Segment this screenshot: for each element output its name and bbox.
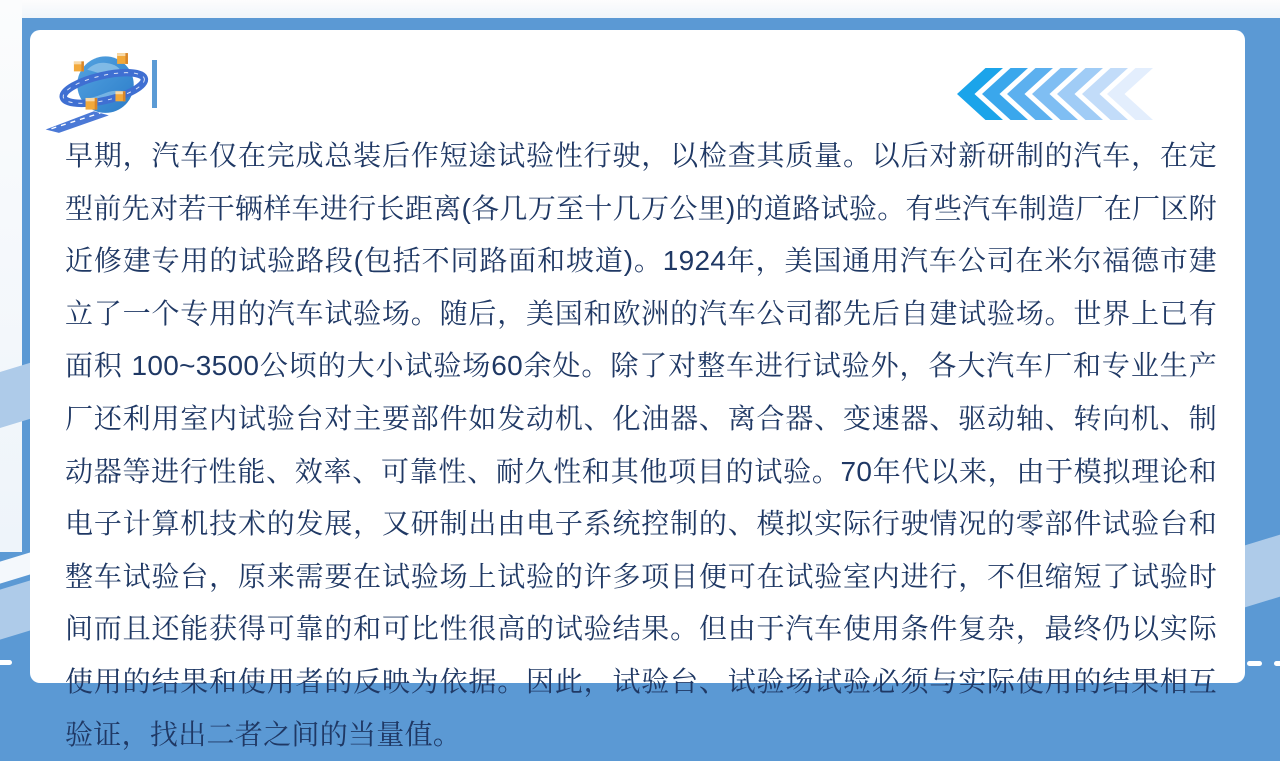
decor-band-left-mid	[0, 362, 34, 431]
content-card	[30, 30, 1245, 750]
road-dash-icon	[0, 660, 12, 665]
left-white-column	[0, 0, 22, 552]
body-paragraph: 早期，汽车仅在完成总装后作短途试验性行驶，以检查其质量。以后对新研制的汽车，在定型前先对若干辆样车进行长距离(各几万至十几万公里)的道路试验。有些汽车制造厂在厂区附近修建专用的试验路段(包括不同路面和坡道)。1924年，美国通用汽车公司在米尔福德市建立了一个专用的汽车试验场。随后，美国和欧洲的汽车公司都先后自建试验场。世界上已有面积 100~3500公顷的大小试验场60余处。除了对整车进行试验外，各大汽车厂和专业生产厂还利用室内试验台对主要部件如发动机、化油器、离合器、变速器、驱动轴、转向机、制动器等进行性能、效率、可靠性、耐久性和其他项目的试验。70年代以来，由于模拟理论和电子计算机技术的发展，又研制出由电子系统控制的、模拟实际行驶情况的零部件试验台和整车试验台，原来需要在试验场上试验的许多项目便可在试验室内进行，不但缩短了试验时间而且还能获得可靠的和可比性很高的试验结果。但由于汽车使用条件复杂，最终仍以实际使用的结果和使用者的反映为依据。因此，试验台、试验场试验必须与实际使用的结果相互验证，找出二者之间的当量值。	[65, 140, 1217, 750]
decor-band-right	[1240, 533, 1280, 609]
decor-band-left-blue	[0, 580, 32, 642]
globe-logistics-icon	[44, 42, 152, 134]
road-dash-icon	[1247, 661, 1262, 666]
top-white-strip	[0, 0, 1280, 18]
header-divider-line	[152, 60, 157, 108]
road-dash-icon	[1274, 661, 1280, 666]
left-chevrons-icon	[957, 68, 1153, 120]
